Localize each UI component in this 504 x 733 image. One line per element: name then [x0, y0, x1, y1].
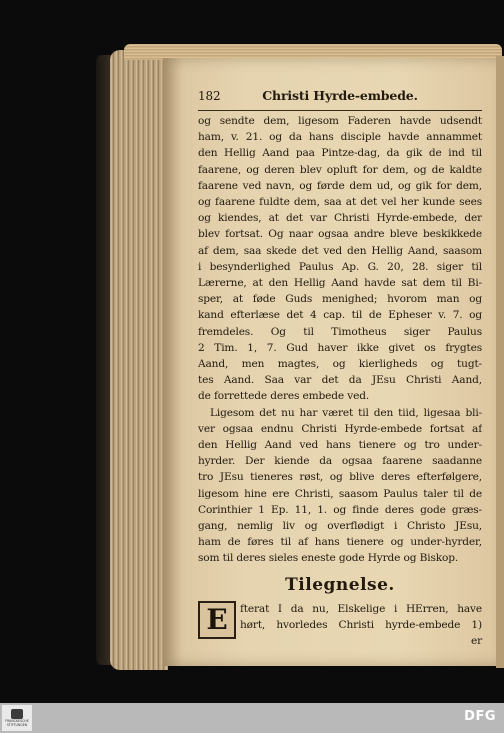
running-header: [198, 88, 482, 111]
dropcap-initial: E: [198, 601, 236, 639]
text-line: tes Aand. Saa var det da JEsu Christi Aand,: [198, 374, 482, 387]
dfg-logo[interactable]: DFG: [464, 709, 496, 724]
text-line: den Hellig Aand paa Pintze-dag, da gik de ind til: [198, 147, 482, 160]
page-number: 182: [198, 89, 221, 103]
text-line: i besynderlighed Paulus Ap. G. 20, 28. siger til: [198, 260, 482, 273]
text-line: og kiendes, at det var Christi Hyrde-embede, der: [198, 212, 482, 225]
page-edges-stack: [110, 50, 168, 670]
logo-icon: [11, 709, 23, 719]
page-text-block: [198, 88, 482, 649]
text-line: tro JEsu tieneres røst, og blive deres efterfølgere,: [198, 471, 482, 484]
paragraph-1: [198, 113, 482, 405]
catchword: er: [470, 635, 482, 648]
text-line: Ligesom det nu har været til den tiid, ligesaa bli-: [210, 406, 482, 419]
text-line: den Hellig Aand ved hans tienere og tro under-: [198, 439, 482, 452]
viewer-footer-bar: [0, 703, 504, 733]
text-line: og sendte dem, ligesom Faderen havde udsendt: [198, 115, 482, 127]
text-line: af dem, saa skede det ved den Hellig Aand, saasom: [198, 244, 482, 257]
logo-caption-2: STIFTUNGEN: [6, 723, 28, 727]
text-line: gang, nemlig liv og overflødigt i Christo JEsu,: [198, 520, 482, 533]
institution-logo[interactable]: [2, 705, 32, 731]
running-head-title: Christi Hyrde-embede.: [262, 88, 418, 103]
logo-caption-1: FRANCKESCHE: [5, 719, 29, 723]
section-heading: Tilegnelse.: [285, 574, 395, 595]
text-line: fterat I da nu, Elskelige i HErren, have: [240, 602, 482, 615]
text-line: Aand, men magtes, og kierligheds og tugt-: [198, 358, 482, 371]
text-line: faarene, og deren blev opluft for dem, og de kaldte: [198, 163, 482, 176]
text-line: fremdeles. Og til Timotheus siger Paulus: [198, 325, 482, 338]
text-line: de forrettede deres embede ved.: [198, 390, 370, 403]
text-line: ham, v. 21. og da hans disciple havde annammet: [198, 131, 482, 144]
text-line: som til deres sieles eneste gode Hyrde og Biskop.: [198, 552, 459, 565]
text-line: ligesom hine ere Christi, saasom Paulus taler til de: [198, 487, 482, 500]
text-line: ham de føres til af hans tienere og under-hyrder,: [198, 536, 482, 549]
text-line: faarene ved navn, og førde dem ud, og gik for dem,: [198, 179, 482, 192]
text-line: kand efterlæse det 4 cap. til de Epheser v. 7. og: [198, 309, 482, 322]
text-line: 2 Tim. 1, 7. Gud haver ikke givet os frygtes: [198, 341, 482, 354]
text-line: hørt, hvorledes Christi hyrde-embede 1): [240, 618, 482, 631]
paragraph-2: [198, 405, 482, 567]
text-line: sper, at føde Guds menighed; hvorom man og: [198, 293, 482, 306]
text-line: hyrder. Der kiende da ogsaa faarene saadanne: [198, 455, 482, 468]
text-line: Lærerne, at den Hellig Aand havde sat dem til Bi-: [198, 277, 482, 290]
text-line: og faarene fuldte dem, saa at det vel her kunde sees: [198, 196, 482, 209]
dropcap-paragraph: [198, 601, 482, 636]
text-line: ver ogsaa endnu Christi Hyrde-embede fortsat af: [198, 422, 482, 435]
text-line: Corinthier 1 Ep. 11, 1. og finde deres gode græs-: [198, 503, 482, 516]
text-line: blev fortsat. Og naar ogsaa andre bleve beskikkede: [198, 228, 482, 241]
facing-page-edge: [496, 56, 504, 668]
